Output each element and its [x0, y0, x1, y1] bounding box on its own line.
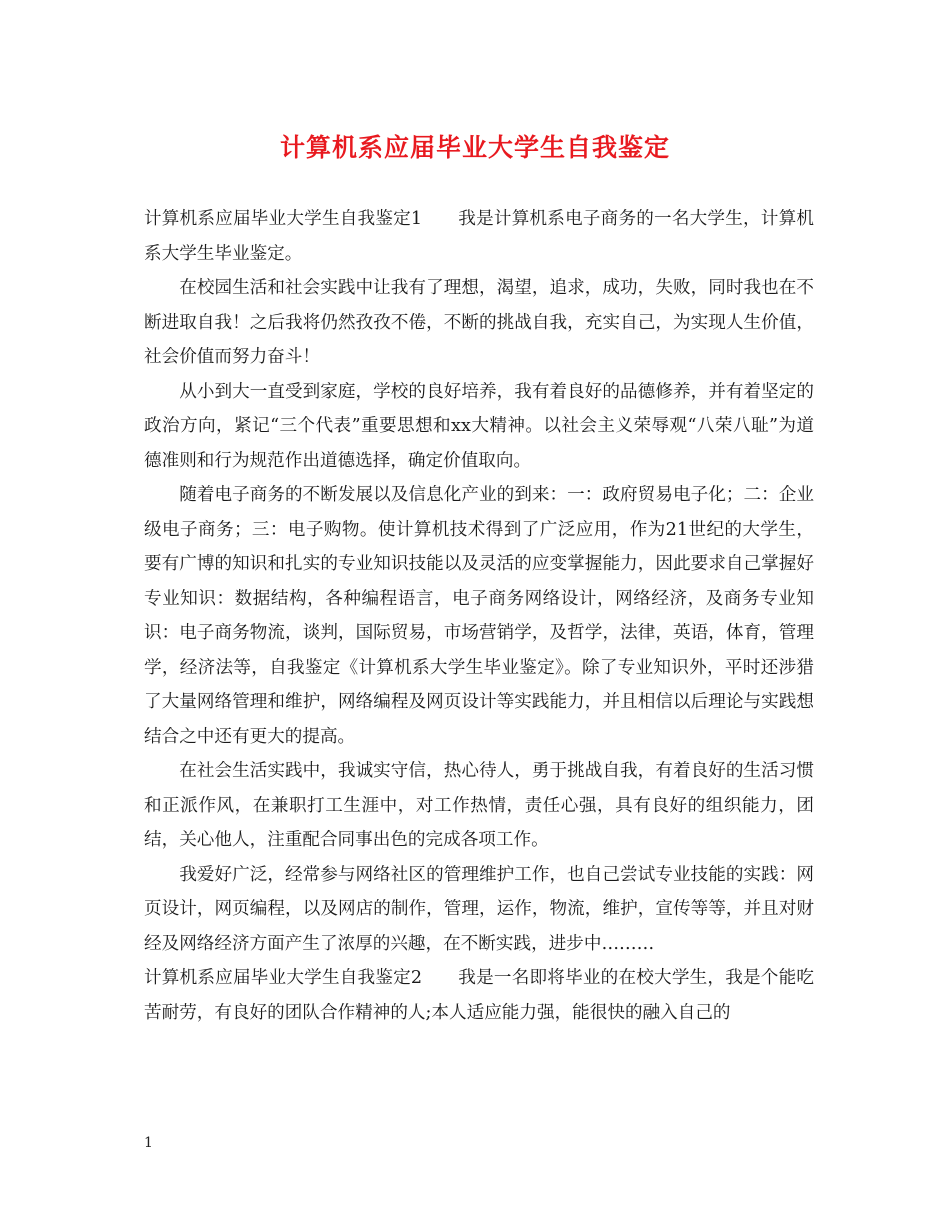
paragraph: 在社会生活实践中，我诚实守信，热心待人，勇于挑战自我，有着良好的生活习惯和正派作风，在兼职打工生涯中，对工作热情，责任心强，具有良好的组织能力，团结，关心他人，注重配合同事出色的完成各项工作。 — [144, 761, 814, 850]
document-title: 计算机系应届毕业大学生自我鉴定 — [279, 133, 670, 162]
section-2-intro — [144, 961, 814, 1030]
section-heading: 计算机系应届毕业大学生自我鉴定1 — [144, 209, 423, 229]
paragraph: 随着电子商务的不断发展以及信息化产业的到来：一：政府贸易电子化；二：企业级电子商务；三：电子购物。使计算机技术得到了广泛应用，作为21世纪的大学生，要有广博的知识和扎实的专业知识技能以及灵活的应变掌握能力，因此要求自己掌握好专业知识：数据结构，各种编程语言，电子商务网络设计，网络经济，及商务专业知识：电子商务物流，谈判，国际贸易，市场营销学，及哲学，法律，英语，体育，管理学，经济法等，自我鉴定《计算机系大学生毕业鉴定》。除了专业知识外，平时还涉猎了大量网络管理和维护，网络编程及网页设计等实践能力，并且相信以后理论与实践想结合之中还有更大的提高。 — [144, 485, 814, 747]
paragraph-text: 我是计算机系电子商务的一名大学生，计算机系大学生毕业鉴定。 — [144, 209, 814, 264]
section-1-intro — [144, 202, 814, 271]
section-heading: 计算机系应届毕业大学生自我鉴定2 — [144, 968, 423, 988]
document-body — [144, 202, 814, 1030]
paragraph: 在校园生活和社会实践中让我有了理想，渴望，追求，成功，失败，同时我也在不断进取自我！之后我将仍然孜孜不倦，不断的挑战自我，充实自己，为实现人生价值，社会价值而努力奋斗！ — [144, 278, 814, 367]
paragraph: 从小到大一直受到家庭，学校的良好培养，我有着良好的品德修养，并有着坚定的政治方向，紧记“三个代表”重要思想和xx大精神。以社会主义荣辱观“八荣八耻”为道德准则和行为规范作出道德选择，确定价值取向。 — [144, 381, 814, 471]
paragraph-text: 我是一名即将毕业的在校大学生，我是个能吃苦耐劳，有良好的团队合作精神的人;本人适应能力强，能很快的融入自己的 — [144, 968, 814, 1023]
paragraph: 我爱好广泛，经常参与网络社区的管理维护工作，也自己尝试专业技能的实践：网页设计，网页编程，以及网店的制作，管理，运作，物流，维护，宣传等等，并且对财经及网络经济方面产生了浓厚的兴趣，在不断实践，进步中……… — [144, 864, 814, 954]
page-number: 1 — [144, 1135, 153, 1151]
